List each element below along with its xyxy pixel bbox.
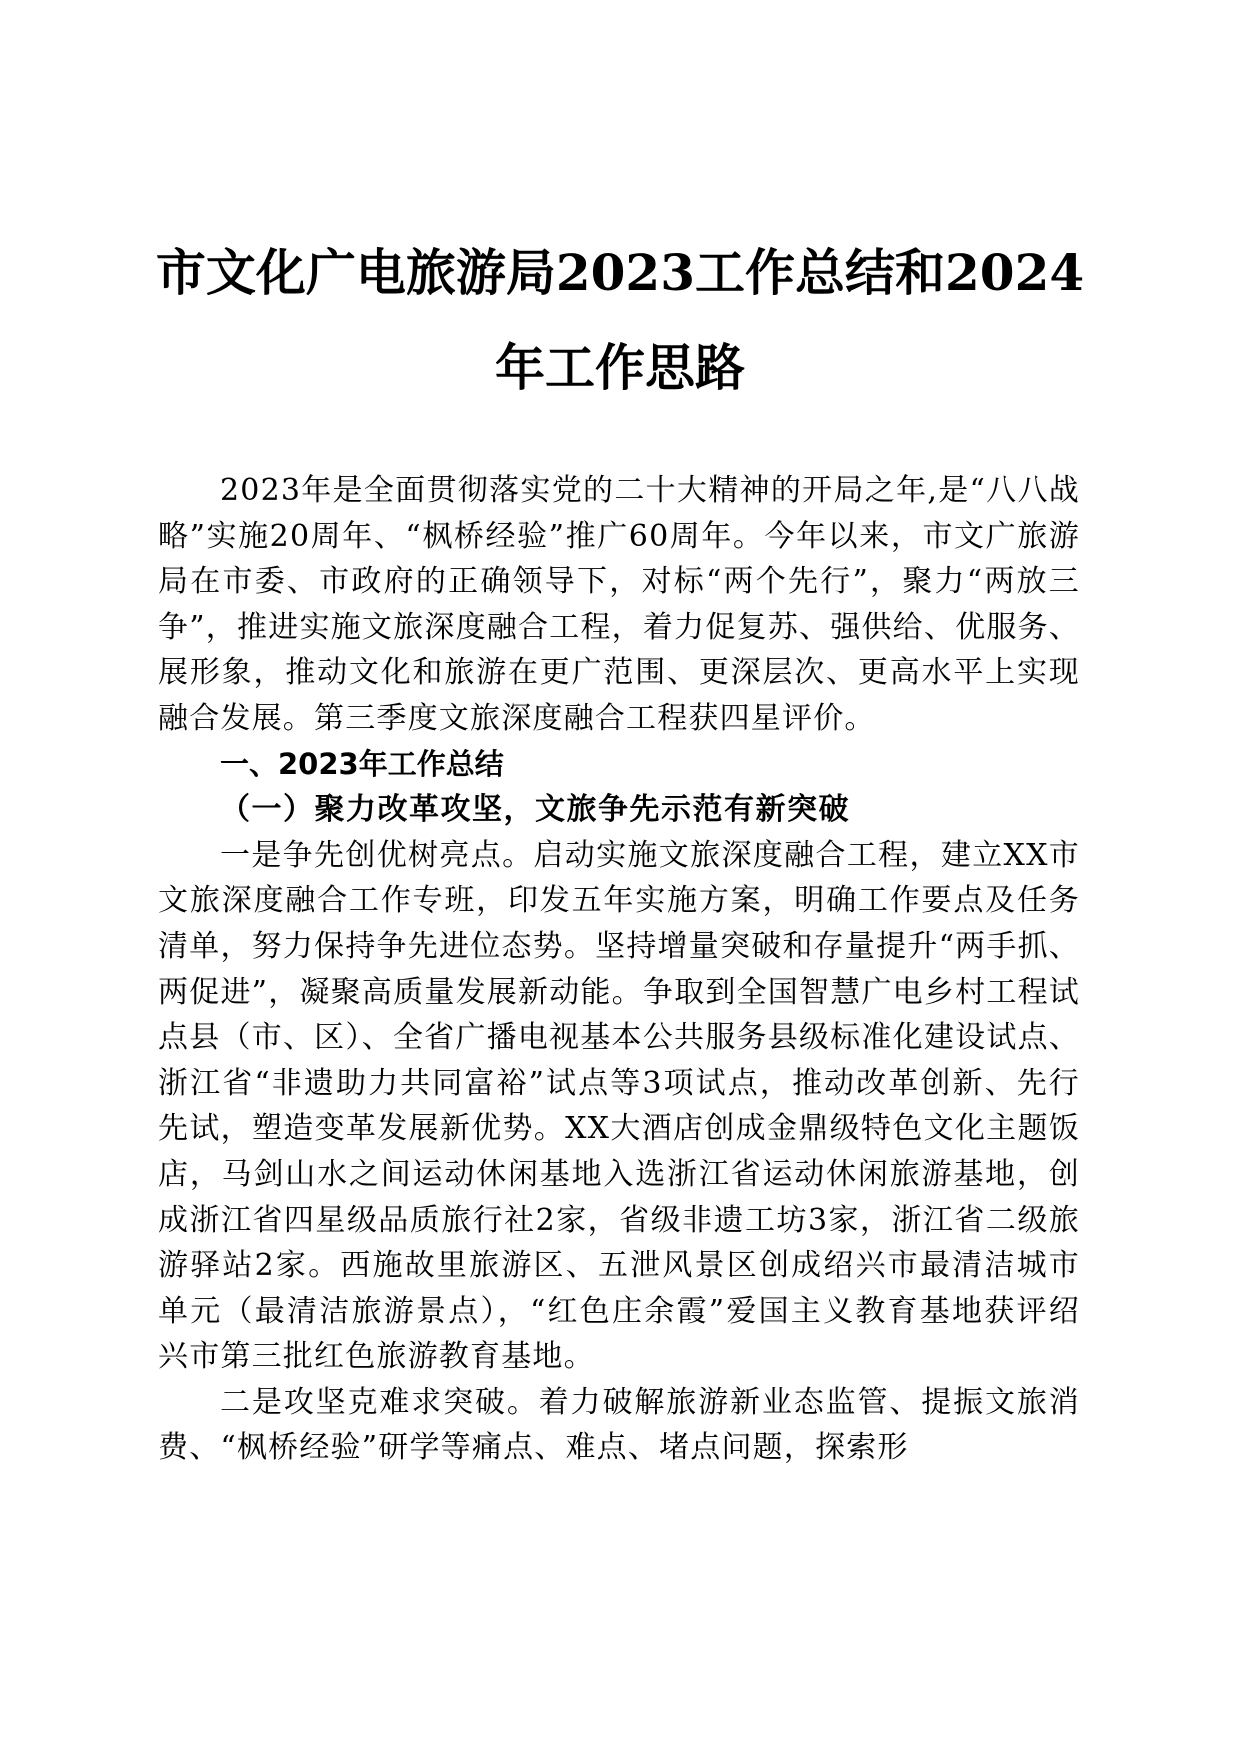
- document-title: 市文化广电旅游局2023工作总结和2024年工作思路: [155, 243, 1085, 397]
- body-paragraph-1: 一是争先创优树亮点。启动实施文旅深度融合工程，建立XX市文旅深度融合工作专班，印发五年实施方案，明确工作要点及任务清单，努力保持争先进位态势。坚持增量突破和存量提升“两手抓、两促进”，凝聚高质量发展新动能。争取到全国智慧广电乡村工程试点县（市、区）、全省广播电视基本公共服务县级标准化建设试点、浙江省“非遗助力共同富裕”试点等3项试点，推动改革创新、先行先试，塑造变革发展新优势。XX大酒店创成金鼎级特色文化主题饭店，马剑山水之间运动休闲基地入选浙江省运动休闲旅游基地，创成浙江省四星级品质旅行社2家，省级非遗工坊3家，浙江省二级旅游驿站2家。西施故里旅游区、五泄风景区创成绍兴市最清洁城市单元（最清洁旅游景点），“红色庄余霞”爱国主义教育基地获评绍兴市第三批红色旅游教育基地。: [158, 837, 1080, 1375]
- intro-paragraph: 2023年是全面贯彻落实党的二十大精神的开局之年,是“八八战略”实施20周年、“枫桥经验”推广60周年。今年以来，市文广旅游局在市委、市政府的正确领导下，对标“两个先行”，聚力“两放三争”，推进实施文旅深度融合工程，着力促复苏、强供给、优服务、展形象，推动文化和旅游在更广范围、更深层次、更高水平上实现融合发展。第三季度文旅深度融合工程获四星评价。: [158, 473, 1080, 736]
- body-paragraph-2: 二是攻坚克难求突破。着力破解旅游新业态监管、提振文旅消费、“枫桥经验”研学等痛点、难点、堵点问题，探索形: [158, 1384, 1080, 1466]
- section-heading-1: 一、2023年工作总结: [220, 746, 504, 781]
- document-body: [158, 468, 1080, 1471]
- subsection-heading-1: （一）聚力改革攻坚，文旅争先示范有新突破: [220, 792, 850, 828]
